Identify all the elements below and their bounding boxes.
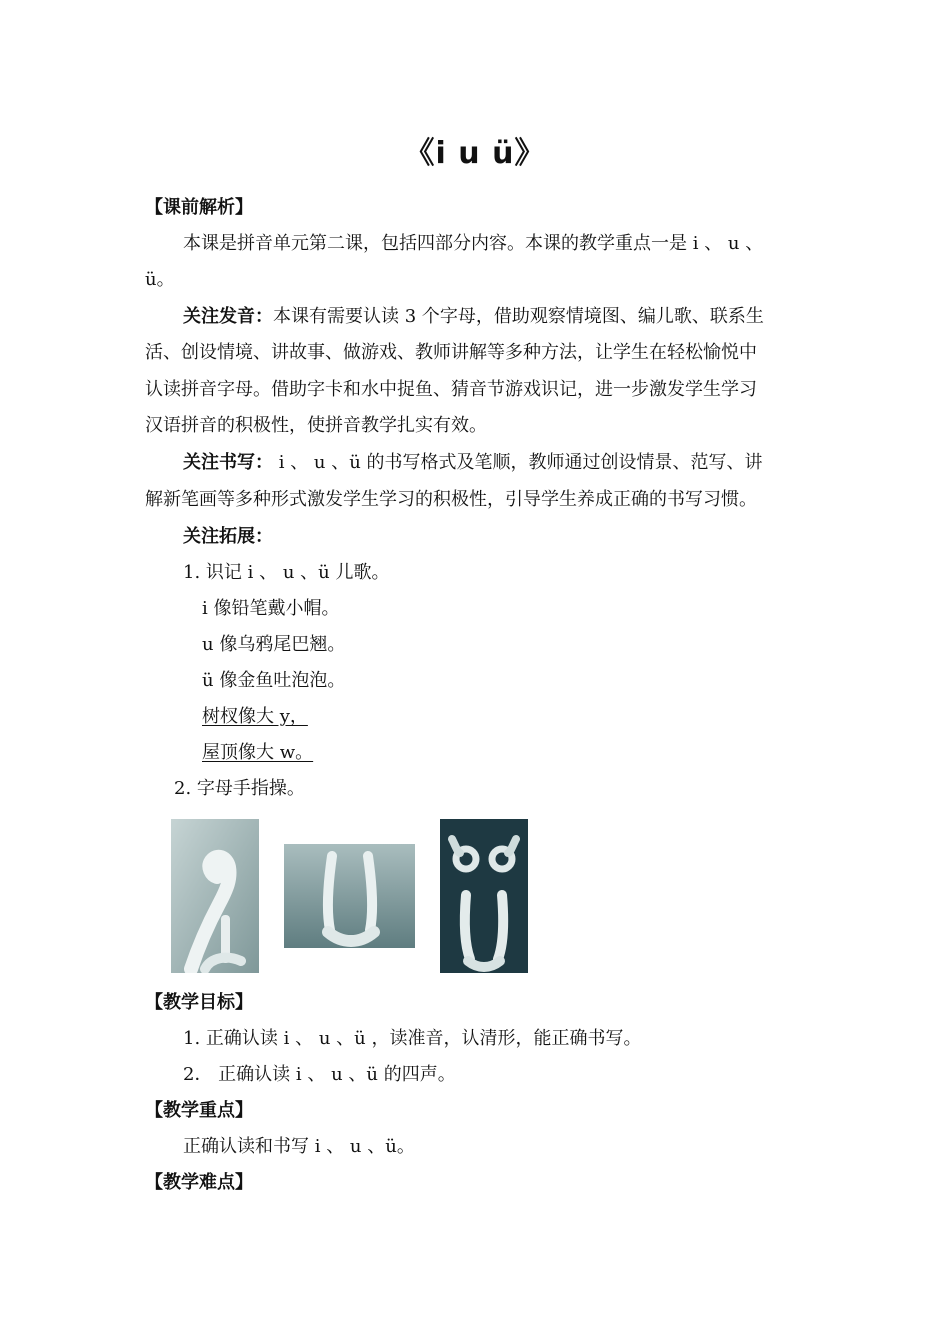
rhyme-v: ü 像金鱼吐泡泡。: [202, 670, 346, 691]
expand-item-1: 1. 识记 i 、 u 、ü 儿歌。: [183, 562, 390, 583]
pronunciation-line-3: 认读拼音字母。借助字卡和水中捉鱼、猜音节游戏识记，进一步激发学生学习: [145, 379, 757, 400]
focus-text: 正确认读和书写 i 、 u 、ü。: [183, 1136, 415, 1157]
pronunciation-line-4: 汉语拼音的积极性，使拼音教学扎实有效。: [145, 415, 487, 436]
writing-line-2: 解新笔画等多种形式激发学生学习的积极性，引导学生养成正确的书写习惯。: [145, 489, 757, 510]
hand-sign-v-photo: [440, 819, 528, 973]
goal-2: 2． 正确认读 i 、 u 、ü 的四声。: [183, 1064, 456, 1085]
focus-heading: 【教学重点】: [145, 1100, 253, 1121]
rhyme-i: i 像铅笔戴小帽。: [202, 598, 340, 619]
pronunciation-label: 关注发音：: [183, 306, 273, 327]
page-title: 《i u ü》: [404, 136, 546, 171]
expand-label: 关注拓展：: [183, 526, 273, 547]
goals-heading: 【教学目标】: [145, 992, 253, 1013]
analysis-heading: 【课前解析】: [145, 197, 253, 218]
hand-sign-u-photo: [284, 844, 415, 948]
pronunciation-line-1: 本课有需要认读 3 个字母，借助观察情境图、编儿歌、联系生: [273, 306, 764, 327]
rhyme-u: u 像乌鸦尾巴翘。: [202, 634, 346, 655]
expand-item-2: 2. 字母手指操。: [174, 778, 305, 799]
difficulty-heading: 【教学难点】: [145, 1172, 253, 1193]
rhyme-w: 屋顶像大 w。: [202, 742, 314, 763]
writing-paragraph: [183, 451, 763, 475]
writing-line-1: i 、 u 、ü 的书写格式及笔顺，教师通过创设情景、范写、讲: [273, 452, 763, 473]
pronunciation-paragraph: [183, 305, 764, 329]
analysis-line-1: 本课是拼音单元第二课，包括四部分内容。本课的教学重点一是 i 、 u 、: [183, 233, 764, 254]
goal-1: 1. 正确认读 i 、 u 、ü ，读准音，认清形，能正确书写。: [183, 1028, 642, 1049]
writing-label: 关注书写：: [183, 452, 273, 473]
rhyme-y: 树杈像大 y，: [202, 706, 308, 727]
analysis-line-2: ü。: [145, 269, 175, 290]
hand-sign-i-photo: [171, 819, 259, 973]
pronunciation-line-2: 活、创设情境、讲故事、做游戏、教师讲解等多种方法，让学生在轻松愉悦中: [145, 342, 757, 363]
